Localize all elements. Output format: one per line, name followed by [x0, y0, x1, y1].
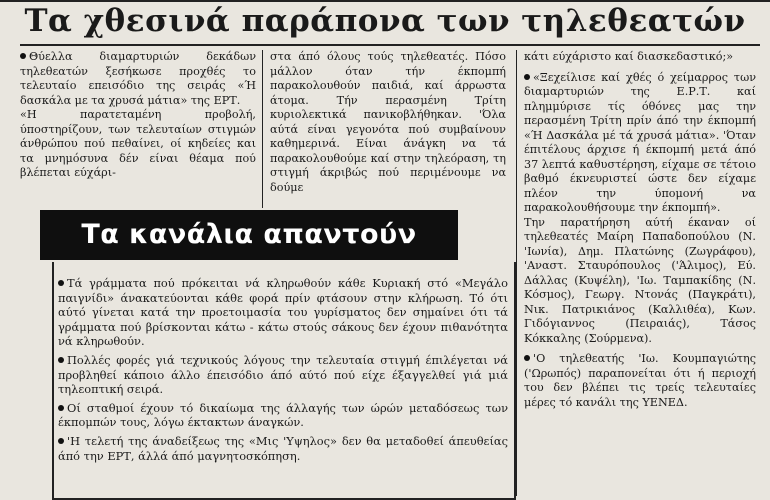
bullet-icon [58, 438, 64, 444]
page-headline: Τα χθεσινά παράπονα των τηλεθεατών [24, 3, 746, 39]
bullet-icon [20, 53, 26, 59]
col3-paragraph-4: 'Ο τηλεθεατής 'Ιω. Κουμπαγιώτης ('Ωρωπός) παραπονείται ότι ή περιοχή του δεν βλέπει τις τρείς τελευταίες μέρες τό κανάλι της ΥΕΝΕΔ. [524, 352, 756, 409]
column-1 [20, 50, 256, 181]
box-paragraph-2: Πολλές φορές γιά τεχνικούς λόγους την τελευταία στιγμή έπιλέγεται νά προβληθεί κάποιο άλλο έπεισόδιο άπό αύτό πού είχε έξαγγελθεί γιά μιά τηλεοπτική σειρά. [58, 352, 508, 397]
box-paragraph-4: 'Η τελετή της άναδείξεως της «Μις 'Υψηλος» δεν θα μεταδοθεί άπευθείας άπό την ΕΡΤ, άλλά άπό μαγνητοσκόπηση. [58, 433, 508, 463]
column-divider [516, 50, 517, 496]
bullet-icon [58, 357, 64, 363]
column-divider [262, 50, 263, 208]
box-paragraph-1: Τά γράμματα πού πρόκειται νά κληρωθούν κάθε Κυριακή στό «Μεγάλο παιγνίδι» άνακατεύονται κάθε φορά πρίν φτάσουν στην κλήρωση. Τό ότι αύτό γίνεται κατά την προετοιμασία του γυρίσματος δεν σημαίνει ότι τά γράμματα πού βρίσκονται κάτω - κάτω στούς σάκους δεν έχουν πιθανότητα νά κληρωθούν. [58, 276, 508, 349]
col2-paragraph-1: στα άπό όλους τούς τηλεθεατές. Πόσο μάλλον όταν τήν έκπομπή παρακολουθούν παιδιά, καί άρρωστα άτομα. Τήν περασμένη Τρίτη κυριολεκτικά πανικοβλήθηκαν. 'Όλα αύτά είναι γεγονότα πού συμβαίνουν καθημερινά. Είναι άνάγκη να τά παρακολουθούμε καί στην τηλεόραση, τη στιγμή άκριβώς πού περιμένουμε να δούμε [270, 50, 506, 194]
col3-paragraph-3: Την παρατήρηση αύτή έκαναν οί τηλεθεατές Μαίρη Παπαδοπούλου (Ν. 'Ιωνία), Δημ. Πλατώνης (Ζωγράφου), 'Αναστ. Σταυρόπουλος ('Άλιμος), Εύ. Δάλλας (Κυψέλη), 'Ιω. Ταμπακίδης (Ν. Κόσμος), Γεωργ. Ντονάς (Παγκράτι), Νικ. Πατρικιάνος (Καλλιθέα), Κων. Γιδόγιαννος (Πειραιάς), Τάσος Κόκκαλης (Σούρμενα). [524, 215, 756, 345]
col3-paragraph-2: «Ξεχείλισε καί χθές ό χείμαρρος των διαμαρτυριών της Ε.Ρ.Τ. καί πλημμύρισε τίς όθόνες μας την περασμένη Τρίτη πρίν άπό την έκπομπή «Ή Δασκάλα μέ τά χρυσά μάτια». 'Όταν έπιτέλους άρχισε ή έκπομπή μετά άπό 37 λεπτά καθυστέρηση, είχαμε σε τέτοιο βαθμό έκνευριστεί ώστε δεν είχαμε πλέον την ύπομονή να παρακολουθήσουμε την έκπομπή». [524, 70, 756, 214]
box-paragraph-3: Οί σταθμοί έχουν τό δικαίωμα της άλλαγής των ώρών μεταδόσεως των έκπομπών τους, λόγω έκτακτων άναγκών. [58, 400, 508, 430]
bullet-icon [58, 405, 64, 411]
column-2 [270, 50, 506, 195]
headline-rule [20, 44, 760, 46]
bullet-icon [58, 280, 64, 286]
col1-paragraph-2: «Η παρατεταμένη προβολή, ύποστηρίζουν, των τελευταίων στιγμών άνθρώπου πού πεθαίνει, οί κηδείες και τα μνημόσυνα δέν είναι θέαμα πού βλέπεται εύχάρι- [20, 108, 256, 179]
col1-paragraph-1: Θύελλα διαμαρτυριών δεκάδων τηλεθεατών ξεσήκωσε προχθές το τελευταίο επεισόδιο της σειράς «Ή δασκάλα με τα χρυσά μάτια» της ΕΡΤ. [20, 50, 256, 107]
col3-paragraph-1: κάτι εύχάριστο καί διασκεδαστικό;» [524, 50, 734, 63]
boxed-section-text [58, 276, 508, 467]
bullet-icon [524, 74, 530, 80]
section-banner: Τα κανάλια απαντούν [40, 210, 458, 260]
bullet-icon [524, 355, 530, 361]
column-3 [524, 50, 756, 410]
